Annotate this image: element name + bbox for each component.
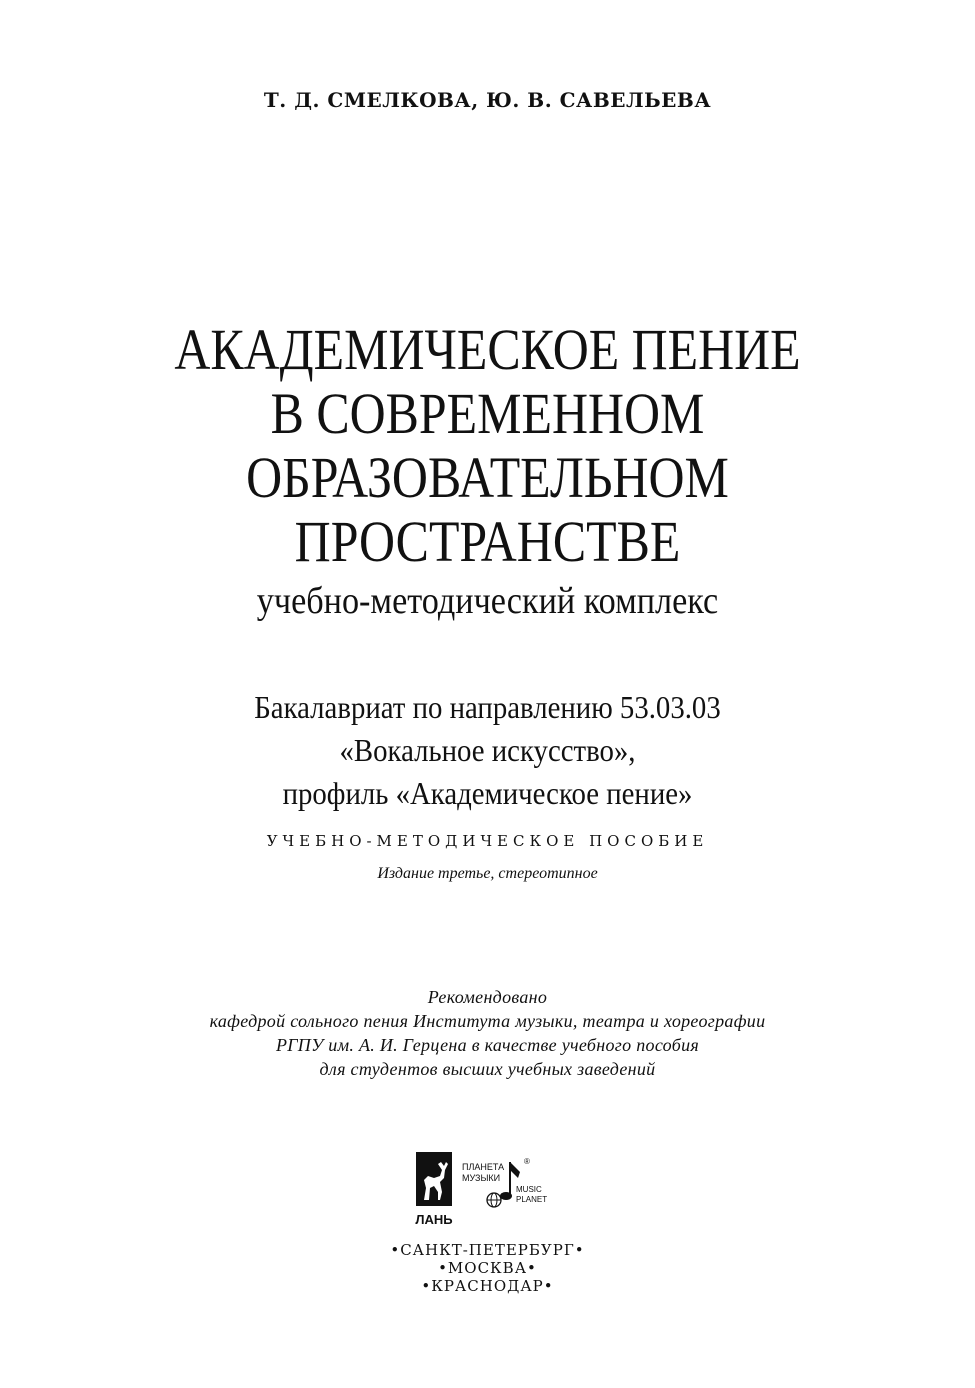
recommendation-line-3: РГПУ им. А. И. Герцена в качестве учебного пособия [275, 1035, 700, 1055]
title-line-2: В СОВРЕМЕННОМ [270, 381, 705, 446]
recommendation-line-1: Рекомендовано [427, 987, 548, 1007]
title-line-1: АКАДЕМИЧЕСКОЕ ПЕНИЕ [174, 317, 801, 382]
city-line-2: •МОСКВА• [438, 1259, 537, 1277]
direction-line-2: «Вокальное искусство», [339, 732, 636, 768]
edition: Издание третье, стереотипное [377, 865, 598, 882]
direction-line-1: Бакалавриат по направлению 53.03.03 [254, 689, 721, 725]
title-line-3: ОБРАЗОВАТЕЛЬНОМ [246, 445, 729, 510]
imprint-ru-line-2: МУЗЫКИ [462, 1173, 501, 1183]
publisher-logo [414, 1150, 564, 1234]
deer-emblem-icon [416, 1152, 452, 1206]
book-type: УЧЕБНО-МЕТОДИЧЕСКОЕ ПОСОБИЕ [266, 832, 709, 850]
subtitle: учебно-методический комплекс [256, 580, 719, 622]
title-line-4: ПРОСТРАНСТВЕ [294, 509, 681, 574]
recommendation-line-4: для студентов высших учебных заведений [319, 1059, 656, 1079]
authors: Т. Д. СМЕЛКОВА, Ю. В. САВЕЛЬЕВА [263, 88, 712, 112]
city-line-3: •КРАСНОДАР• [421, 1277, 554, 1295]
registered-mark: ® [524, 1157, 530, 1166]
publisher-name: ЛАНЬ [415, 1212, 453, 1227]
globe-icon [487, 1193, 501, 1207]
imprint-ru-line-1: ПЛАНЕТА [462, 1162, 505, 1172]
city-line-1: •САНКТ-ПЕТЕРБУРГ• [390, 1241, 585, 1259]
direction-line-3: профиль «Академическое пение» [282, 775, 693, 811]
imprint-en-line-1: MUSIC [516, 1185, 542, 1194]
recommendation-line-2: кафедрой сольного пения Института музыки, театра и хореографии [209, 1011, 766, 1031]
imprint-en-line-2: PLANET [516, 1195, 548, 1204]
